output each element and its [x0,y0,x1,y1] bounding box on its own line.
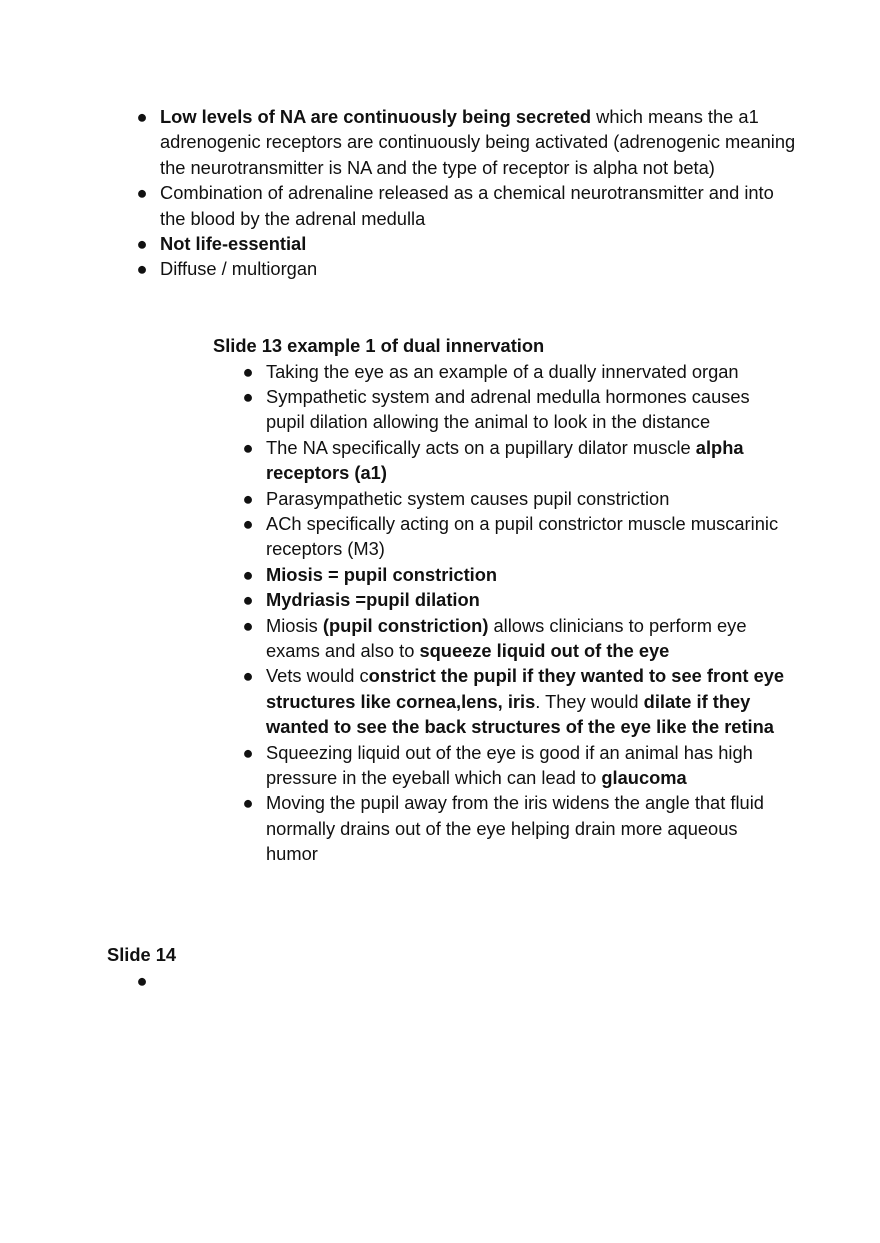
bullet-icon: ● [242,614,254,636]
bullet-icon: ● [136,233,148,255]
bullet-icon: ● [136,106,148,127]
bullet-icon: ● [242,360,254,382]
text: Parasympathetic system causes pupil constriction [266,487,670,509]
list-item [242,435,786,486]
list-item [136,180,800,231]
list-item [242,663,786,739]
bullet-icon: ● [136,258,148,280]
text: Squeezing liquid out of the eye is good if an animal has high pressure in the eyeball which can lead to [266,741,753,788]
bold-text: squeeze liquid out of the eye [419,639,670,661]
bullet-icon: ● [242,665,254,687]
list-item [136,231,800,256]
bold-text: onstrict the pupil if they wanted to see front eye structures like cornea,lens, iris [266,665,785,712]
slide-14-heading: Slide 14 [107,944,177,965]
bullet-icon: ● [242,487,254,509]
bullet-icon: ● [242,741,254,763]
text: . They would [535,690,644,712]
list-item [136,256,800,281]
text: allows clinicians to perform eye exams and also to [266,614,747,661]
list-item [242,384,786,435]
bullet-icon: ● [242,563,254,585]
text: which means the a1 adrenogenic receptors are continuously being activated (adrenogenic meaning the neurotransmitter is NA and the type of receptor is alpha not beta) [160,106,796,178]
list-item [242,740,786,791]
bold-text: glaucoma [601,767,687,788]
bullet-icon: ● [136,182,148,204]
list-item [136,104,800,180]
list-item [242,562,786,587]
text: Diffuse / multiorgan [160,258,318,280]
text: ACh specifically acting on a pupil constrictor muscle muscarinic receptors (M3) [266,512,779,560]
bold-text: Miosis = pupil constriction [266,563,498,585]
text: Taking the eye as an example of a dually innervated organ [266,360,739,382]
intro-bullet-list [136,104,800,282]
bold-text: Mydriasis =pupil dilation [266,589,480,611]
slide-13-heading: Slide 13 example 1 of dual innervation [213,335,545,356]
text: Moving the pupil away from the iris widens the angle that fluid normally drains out of the eye helping drain more aqueous humor [266,792,764,865]
text: Combination of adrenaline released as a chemical neurotransmitter and into the blood by the adrenal medulla [160,182,774,229]
slide-13-bullet-list [242,359,786,867]
bold-text: Not life-essential [160,233,307,255]
list-item [242,790,786,866]
bold-text: dilate if they wanted to see the back structures of the eye like the retina [266,690,774,738]
bullet-icon: ● [242,792,254,814]
text: Sympathetic system and adrenal medulla hormones causes pupil dilation allowing the animal to look in the distance [266,385,750,433]
bold-text: Low levels of NA are continuously being secreted [160,106,592,127]
bold-text: (pupil constriction) [322,614,489,636]
bullet-icon: ● [136,969,148,991]
list-item [242,486,786,511]
bullet-icon: ● [242,436,254,458]
list-item [242,511,786,562]
list-item [242,587,786,612]
text: Miosis [266,614,323,636]
bullet-icon: ● [242,385,254,407]
text: The NA specifically acts on a pupillary dilator muscle [266,436,696,458]
text: Vets would c [266,665,369,687]
bold-text: alpha receptors (a1) [266,436,744,484]
bullet-icon: ● [242,512,254,534]
bullet-icon: ● [242,589,254,611]
list-item [242,359,786,384]
list-item [242,613,786,664]
